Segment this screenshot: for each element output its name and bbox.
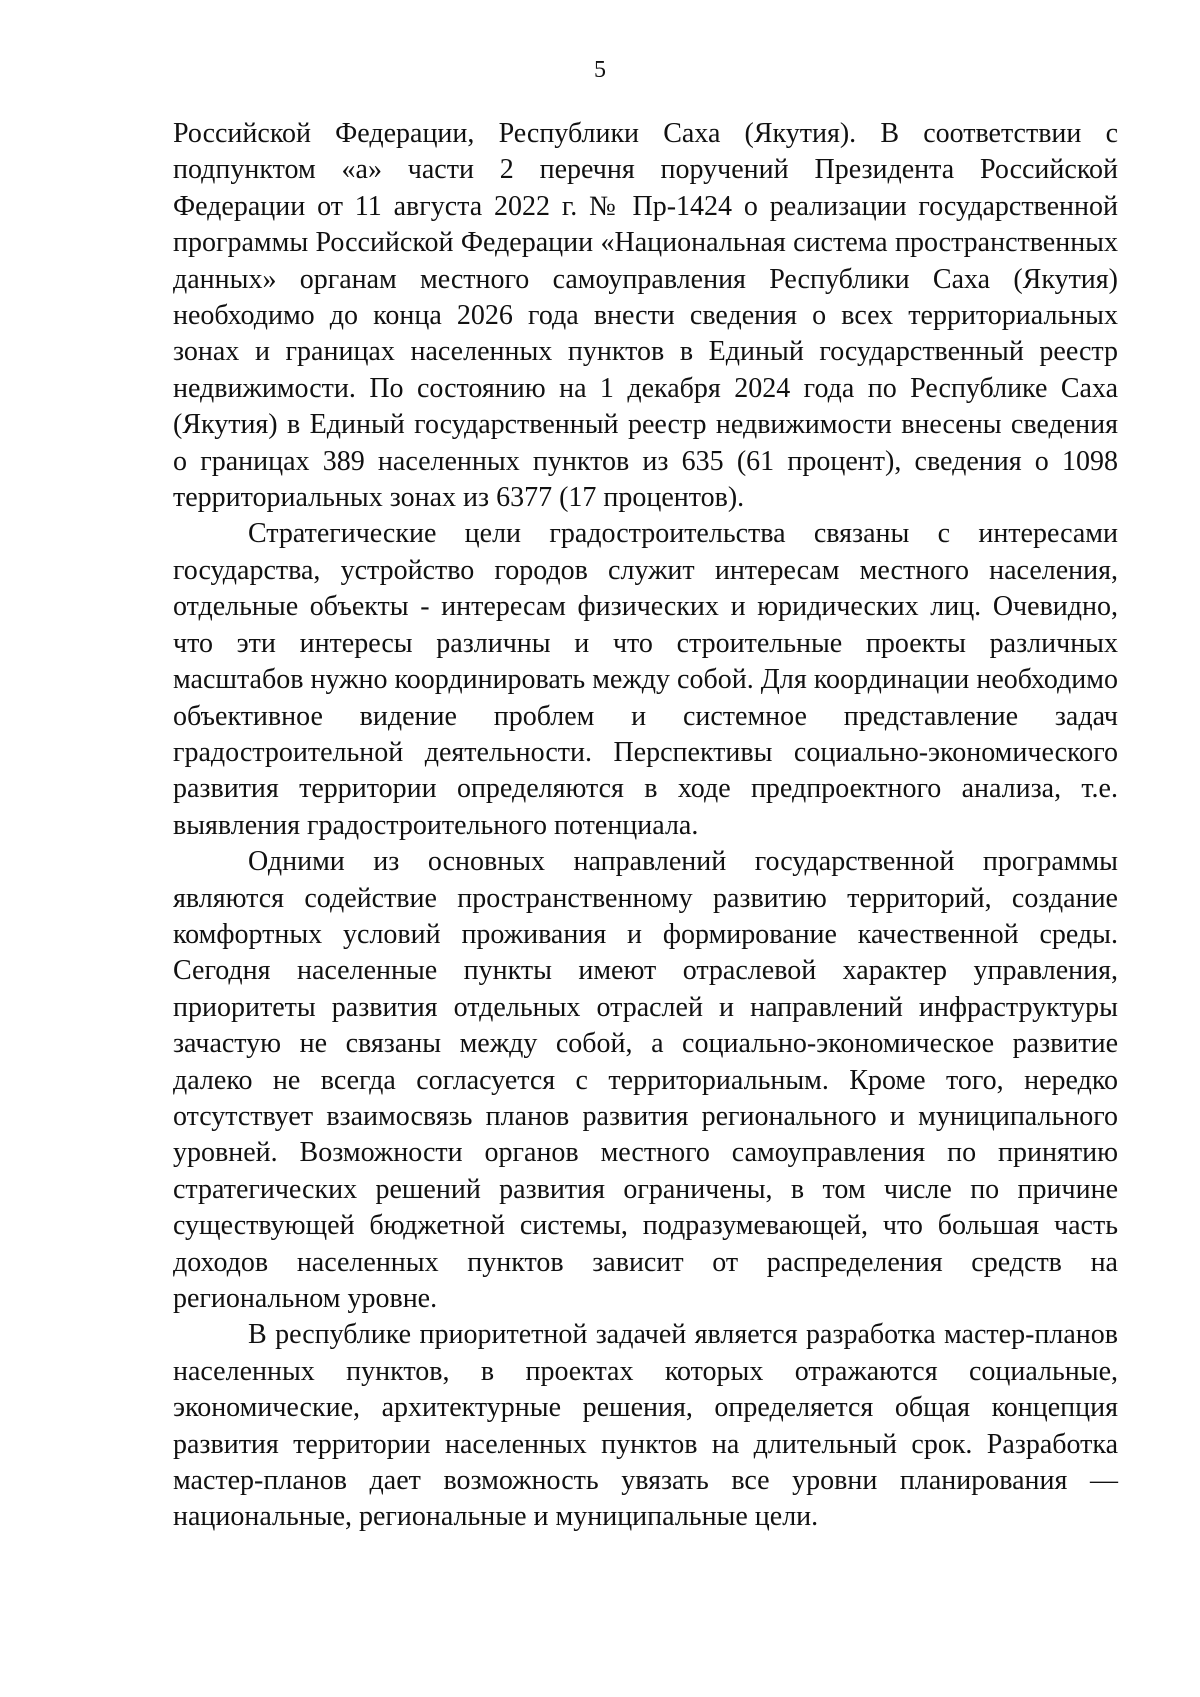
page-number: 5 xyxy=(594,57,606,83)
paragraph-4: В республике приоритетной задачей является разработка мастер-планов населенных пунктов, в проектах которых отражаются социальные, экономические, архитектурные решения, определяется общая концепция развития территории населенных пунктов на длительный срок. Разработка мастер-планов дает возможность увязать все уровни планирования — национальные, региональные и муниципальные цели. xyxy=(173,1319,1118,1533)
paragraph-1: Российской Федерации, Республики Саха (Якутия). В соответствии с подпунктом «а» части 2 перечня поручений Президента Российской Федерации от 11 августа 2022 г. № Пр-1424 о реализации государственной программы Российской Федерации «Национальная система пространственных данных» органам местного самоуправления Республики Саха (Якутия) необходимо до конца 2026 года внести сведения о всех территориальных зонах и границах населенных пунктов в Единый государственный реестр недвижимости. По состоянию на 1 декабря 2024 года по Республике Саха (Якутия) в Единый государственный реестр недвижимости внесены сведения о границах 389 населенных пунктов из 635 (61 процент), сведения о 1098 территориальных зонах из 6377 (17 процентов). xyxy=(173,118,1118,514)
document-body xyxy=(173,116,1118,1536)
paragraph-3: Одними из основных направлений государственной программы являются содействие пространственному развитию территорий, создание комфортных условий проживания и формирование качественной среды. Сегодня населенные пункты имеют отраслевой характер управления, приоритеты развития отдельных отраслей и направлений инфраструктуры зачастую не связаны между собой, а социально-экономическое развитие далеко не всегда согласуется с территориальным. Кроме того, нередко отсутствует взаимосвязь планов развития регионального и муниципального уровней. Возможности органов местного самоуправления по принятию стратегических решений развития ограничены, в том числе по причине существующей бюджетной системы, подразумевающей, что большая часть доходов населенных пунктов зависит от распределения средств на региональном уровне. xyxy=(173,846,1118,1314)
paragraph-2: Стратегические цели градостроительства связаны с интересами государства, устройство городов служит интересам местного населения, отдельные объекты - интересам физических и юридических лиц. Очевидно, что эти интересы различны и что строительные проекты различных масштабов нужно координировать между собой. Для координации необходимо объективное видение проблем и системное представление задач градостроительной деятельности. Перспективы социально-экономического развития территории определяются в ходе предпроектного анализа, т.е. выявления градостроительного потенциала. xyxy=(173,518,1118,841)
